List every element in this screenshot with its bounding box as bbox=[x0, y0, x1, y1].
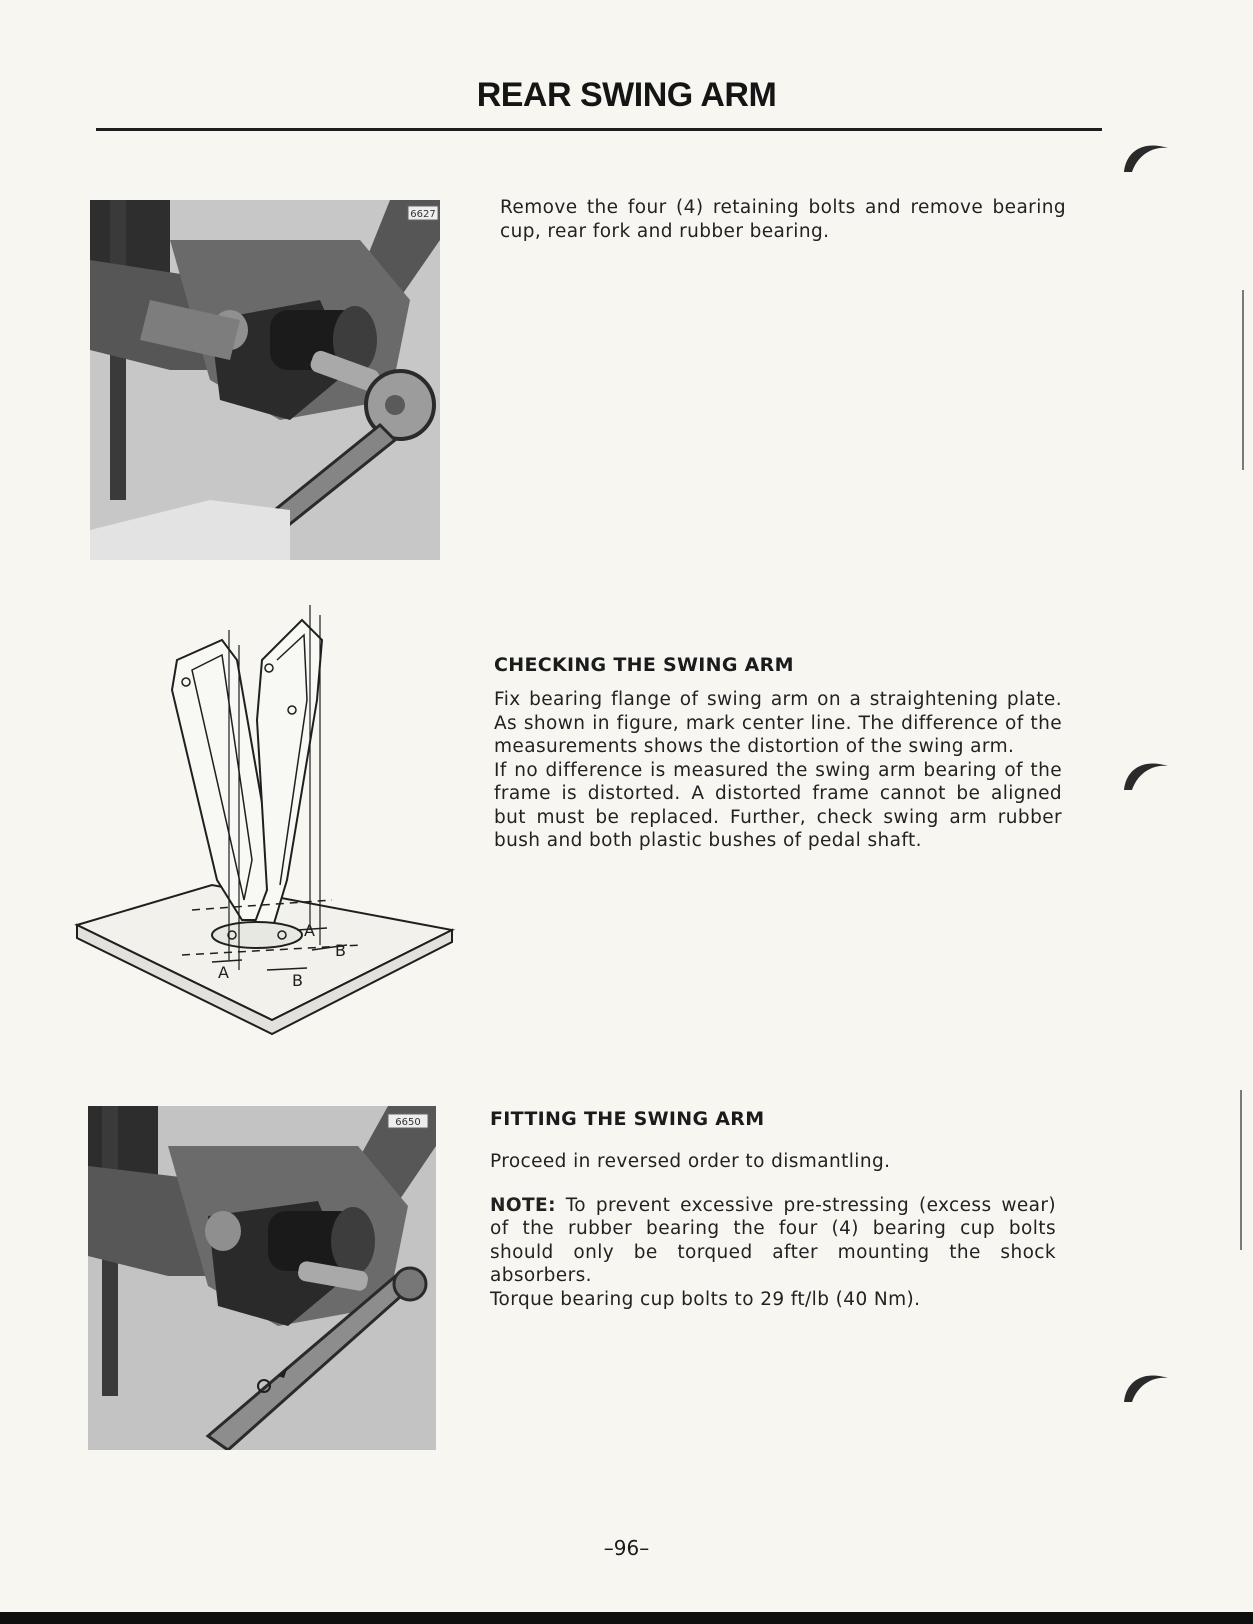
section3-text bbox=[490, 1150, 1056, 1311]
binder-hole-icon bbox=[1120, 1364, 1172, 1404]
title-rule bbox=[96, 128, 1102, 131]
note-text: To prevent excessive pre-stressing (excess wear) of the rubber bearing the four (4) bearing cup bolts should only be torqued after mounting the shock absorbers. bbox=[490, 1194, 1056, 1286]
torque-paragraph: Torque bearing cup bolts to 29 ft/lb (40 Nm). bbox=[490, 1288, 921, 1310]
label-b: B bbox=[292, 971, 303, 990]
page-number: –96– bbox=[603, 1536, 650, 1560]
edge-mark bbox=[1240, 1090, 1242, 1250]
label-a: A bbox=[218, 963, 229, 982]
binder-hole-icon bbox=[1120, 752, 1172, 792]
note-paragraph bbox=[490, 1194, 1056, 1288]
page-title: REAR SWING ARM bbox=[476, 76, 777, 114]
swing-arm-diagram bbox=[72, 600, 462, 1045]
label-b: B bbox=[335, 941, 346, 960]
label-a: A bbox=[304, 921, 315, 940]
photo-label: 6650 bbox=[395, 1117, 421, 1128]
note-label: NOTE: bbox=[490, 1194, 556, 1216]
bottom-border bbox=[0, 1612, 1253, 1624]
remove-instruction: Remove the four (4) retaining bolts and remove bearing cup, rear fork and rubber bearing. bbox=[500, 197, 1066, 242]
section2-text bbox=[494, 688, 1062, 853]
edge-mark bbox=[1242, 290, 1244, 470]
bolt-torque-photo bbox=[88, 1106, 436, 1450]
checking-paragraph: Fix bearing flange of swing arm on a straightening plate. As shown in figure, mark center line. The difference of the measurements shows the distortion of the swing arm. bbox=[494, 689, 1062, 757]
fitting-heading: FITTING THE SWING ARM bbox=[490, 1108, 765, 1130]
photo-label: 6627 bbox=[410, 209, 436, 220]
binder-hole-icon bbox=[1120, 134, 1172, 174]
fitting-paragraph: Proceed in reversed order to dismantling. bbox=[490, 1151, 891, 1172]
checking-paragraph: If no difference is measured the swing arm bearing of the frame is distorted. A distorted frame cannot be aligned but must be replaced. Further, check swing arm rubber bush and both plastic bushes of pedal shaft. bbox=[494, 759, 1062, 851]
checking-heading: CHECKING THE SWING ARM bbox=[494, 654, 794, 676]
section1-text bbox=[500, 196, 1066, 243]
bolt-removal-photo bbox=[90, 200, 440, 560]
